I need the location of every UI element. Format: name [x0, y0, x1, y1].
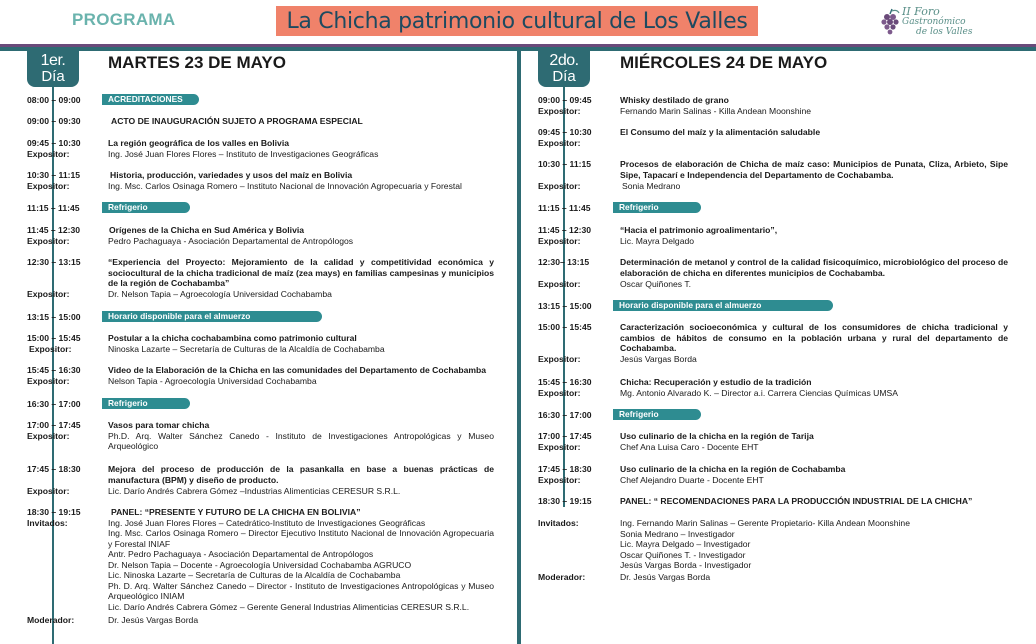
- time-slot: 11:15 – 11:45: [27, 203, 80, 213]
- time-slot: 09:00 – 09:30: [27, 116, 81, 126]
- time-slot: 15:45 – 16:30: [27, 365, 81, 375]
- speaker-name: Lic. Darío Andrés Cabrera Gómez –Industrias Alimenticias CERESUR S.R.L.: [108, 486, 401, 496]
- guest-list: [620, 518, 1008, 571]
- guest-item: Ing. Fernando Marin Salinas – Gerente Propietario- Killa Andean Moonshine: [620, 518, 910, 528]
- break-pill: Refrigerio: [613, 409, 701, 420]
- speaker-name: Pedro Pachaguaya - Asociación Departamental de Antropólogos: [108, 235, 354, 246]
- time-slot: 17:00 – 17:45: [538, 431, 592, 441]
- role-label: Expositor:: [27, 148, 70, 159]
- time-slot: 11:45 – 12:30: [538, 225, 592, 235]
- time-slot: 09:45 – 10:30: [27, 138, 81, 148]
- time-slot: 16:30 – 17:00: [27, 399, 81, 409]
- role-label: Expositor:: [27, 486, 70, 496]
- role-label: Expositor:: [538, 387, 581, 398]
- speaker-name: Chef Ana Luisa Caro - Docente EHT: [620, 441, 759, 452]
- session-title: Chicha: Recuperación y estudio de la tradición: [620, 377, 812, 387]
- forum-logo: [880, 4, 1000, 40]
- time-slot: 18:30 – 19:15: [27, 507, 81, 517]
- day2-heading: MIÉRCOLES 24 DE MAYO: [620, 53, 828, 72]
- session-title: Whisky destilado de grano: [620, 95, 729, 105]
- speaker-name: Lic. Mayra Delgado: [620, 235, 695, 246]
- session-title: Video de la Elaboración de la Chicha en las comunidades del Departamento de Cochabamba: [108, 365, 487, 375]
- lunch-pill: Horario disponible para el almuerzo: [613, 300, 833, 311]
- time-slot: 12:30– 13:15: [538, 257, 590, 267]
- speaker-name: Fernando Marin Salinas - Killa Andean Moonshine: [620, 105, 812, 116]
- guest-item: Dr. Nelson Tapia – Docente - Agroecología Universidad Cochabamba AGRUCO: [108, 559, 412, 570]
- session-title: Orígenes de la Chicha en Sud América y Bolivia: [109, 225, 305, 235]
- time-slot: 13:15 – 15:00: [27, 312, 81, 322]
- session-title: La región geográfica de los valles en Bolivia: [108, 138, 290, 148]
- guest-list: [108, 518, 494, 613]
- role-label: Expositor:: [538, 474, 581, 485]
- time-slot: 10:30 – 11:15: [538, 159, 592, 169]
- speaker-name: Dr. Nelson Tapia – Agroecología Universidad Cochabamba: [108, 289, 332, 299]
- speaker-name: Nelson Tapia - Agroecología Universidad Cochabamba: [108, 375, 317, 386]
- event-title-banner: [276, 6, 758, 36]
- time-slot: 08:00 – 09:00: [27, 95, 81, 105]
- role-label: Moderador:: [27, 615, 75, 625]
- logo-line-3: de los Valles: [916, 27, 973, 37]
- grapes-icon: [880, 8, 902, 36]
- role-label: Expositor:: [538, 181, 581, 191]
- role-label: Expositor:: [538, 137, 581, 148]
- time-slot: 10:30 – 11:15: [27, 170, 81, 180]
- time-slot: 16:30 – 17:00: [538, 410, 592, 420]
- speaker-name: Ing. José Juan Flores Flores – Instituto de Investigaciones Geográficas: [108, 148, 379, 159]
- day2-badge: [538, 51, 590, 87]
- time-slot: 13:15 – 15:00: [538, 301, 592, 311]
- guest-item: Oscar Quiñones T. - Investigador: [620, 549, 746, 560]
- panel-title: PANEL: “ RECOMENDACIONES PARA LA PRODUCCIÓN INDUSTRIAL DE LA CHICHA”: [620, 496, 973, 506]
- guest-item: Sonia Medrano – Investigador: [620, 528, 735, 539]
- programa-label: PROGRAMA: [72, 10, 176, 29]
- role-label: Expositor:: [27, 430, 70, 441]
- guest-item: Lic. Ninoska Lazarte – Secretaría de Culturas de la Alcaldía de Cochabamba: [108, 570, 401, 580]
- break-pill: Refrigerio: [102, 398, 190, 409]
- role-label: Invitados:: [27, 517, 68, 528]
- time-slot: 15:00 – 15:45: [27, 333, 81, 343]
- column-divider: [517, 51, 521, 644]
- panel-title: PANEL: “PRESENTE Y FUTURO DE LA CHICHA EN BOLIVIA”: [111, 507, 361, 517]
- role-label: Expositor:: [538, 354, 581, 364]
- role-label: Expositor:: [27, 180, 70, 191]
- speaker-name: Ninoska Lazarte – Secretaría de Culturas de la Alcaldía de Cochabamba: [108, 343, 385, 354]
- speaker-name: Jesús Vargas Borda: [620, 354, 697, 364]
- role-label: Expositor:: [29, 343, 72, 354]
- day1-badge: [27, 51, 79, 87]
- time-slot: 09:45 – 10:30: [538, 127, 592, 137]
- time-slot: 09:00 – 09:45: [538, 95, 592, 105]
- logo-text: [902, 6, 972, 37]
- speaker-name: Oscar Quiñones T.: [620, 279, 692, 289]
- time-slot: 17:00 – 17:45: [27, 420, 81, 430]
- guest-item: Ing. Msc. Carlos Osinaga Romero – Director Ejecutivo Instituto Nacional de Innovación Agropecuaria y Forestal INIAF: [108, 528, 494, 549]
- time-slot: 11:15 – 11:45: [538, 203, 591, 213]
- day1-heading: MARTES 23 DE MAYO: [108, 53, 286, 72]
- header-bar: [0, 0, 1036, 44]
- role-label: Moderador:: [538, 572, 586, 582]
- session-title: Vasos para tomar chicha: [108, 420, 210, 430]
- role-label: Expositor:: [538, 235, 581, 246]
- session-title: El Consumo del maíz y la alimentación saludable: [620, 127, 821, 137]
- lunch-pill: Horario disponible para el almuerzo: [102, 311, 322, 322]
- speaker-name: Ing. Msc. Carlos Osinaga Romero – Instituto Nacional de Innovación Agropecuaria y Forestal: [108, 180, 462, 191]
- guest-item: Antr. Pedro Pachaguaya - Asociación Departamental de Antropólogos: [108, 549, 374, 559]
- time-slot: 17:45 – 18:30: [538, 464, 592, 474]
- speaker-name: Chef Alejandro Duarte - Docente EHT: [620, 474, 764, 485]
- session-title: Determinación de metanol y control de la calidad fisicoquímico, microbiológico del proceso de elaboración de chicha en diferentes municipios de Cochabamba.: [620, 257, 1008, 278]
- guest-item: Lic. Darío Andrés Cabrera Gómez – Gerente General Industrias Alimenticias CERESUR S.R.L.: [108, 601, 470, 612]
- day1-badge-number: 1er.: [40, 52, 66, 69]
- speaker-name: Dr. Jesús Vargas Borda: [620, 572, 711, 582]
- guest-item: Ing. José Juan Flores Flores – Catedrático-Instituto de Investigaciones Geográficas: [108, 517, 426, 528]
- role-label: Invitados:: [538, 518, 579, 528]
- session-title: “Hacia el patrimonio agroalimentario”,: [620, 225, 778, 235]
- role-label: Expositor:: [538, 441, 581, 452]
- guest-item: Jesús Vargas Borda - Investigador: [620, 560, 752, 570]
- role-label: Expositor:: [538, 105, 581, 116]
- logo-line-1: II Foro: [902, 5, 940, 18]
- day2-badge-number: 2do.: [549, 52, 579, 69]
- speaker-name: Sonia Medrano: [622, 181, 681, 191]
- session-title: “Experiencia del Proyecto: Mejoramiento de la calidad y competitividad económica y sociocultural de la chicha tradicional de maíz (zea mays) en familias campesinas y municipios de la región de Cochabamba”: [108, 257, 494, 288]
- speaker-name: Mg. Antonio Alvarado K. – Director a.i. Carrera Ciencias Químicas UMSA: [620, 387, 898, 398]
- event-title: La Chicha patrimonio cultural de Los Valles: [286, 8, 748, 34]
- time-slot: 11:45 – 12:30: [27, 225, 81, 235]
- guest-item: Lic. Mayra Delgado – Investigador: [620, 539, 751, 549]
- session-title: Historia, producción, variedades y usos del maíz en Bolivia: [110, 170, 353, 180]
- speaker-name: Ph.D. Arq. Walter Sánchez Canedo - Instituto de Investigaciones Antropológicas y Museo Arqueológico: [108, 430, 494, 451]
- session-title: Uso culinario de la chicha en la región de Tarija: [620, 431, 814, 441]
- session-title: ACTO DE INAUGURACIÓN SUJETO A PROGRAMA ESPECIAL: [111, 116, 363, 126]
- time-slot: 18:30 – 19:15: [538, 496, 592, 506]
- session-title: Mejora del proceso de producción de la pasankalla en base a buenas prácticas de manufactura (BPM) y diseño de producto.: [108, 464, 494, 485]
- role-label: Expositor:: [27, 235, 70, 246]
- guest-item: Ph. D. Arq. Walter Sánchez Canedo – Director - Instituto de Investigaciones Antropológicas y Museo Arqueológico INIAM: [108, 580, 494, 601]
- day2-badge-day: Día: [552, 68, 576, 85]
- time-slot: 12:30 – 13:15: [27, 257, 81, 267]
- logo-line-2: Gastronómico: [902, 17, 966, 27]
- session-title: Procesos de elaboración de Chicha de maíz caso: Municipios de Punata, Cliza, Arbieto, Sipe Sipe, Tapacarí e Independencia del Departamento de Cochabamba.: [620, 159, 1008, 180]
- time-slot: 17:45 – 18:30: [27, 464, 81, 474]
- time-slot: 15:00 – 15:45: [538, 322, 592, 332]
- role-label: Expositor:: [27, 375, 70, 386]
- break-pill: Refrigerio: [613, 202, 701, 213]
- session-title: Caracterización socioeconómica y cultural de los consumidores de chicha tradicional y cambios de hábitos de consumo en la población urbana y rural del departamento de Cochabamba.: [620, 322, 1008, 353]
- session-title: Postular a la chicha cochabambina como patrimonio cultural: [108, 333, 357, 343]
- role-label: Expositor:: [538, 279, 581, 289]
- day1-badge-day: Día: [41, 68, 65, 85]
- time-slot: 15:45 – 16:30: [538, 377, 592, 387]
- role-label: Expositor:: [27, 289, 70, 299]
- break-pill: Refrigerio: [102, 202, 190, 213]
- speaker-name: Dr. Jesús Vargas Borda: [108, 615, 199, 625]
- accreditation-pill: ACREDITACIONES: [102, 94, 199, 105]
- session-title: Uso culinario de la chicha en la región de Cochabamba: [620, 464, 846, 474]
